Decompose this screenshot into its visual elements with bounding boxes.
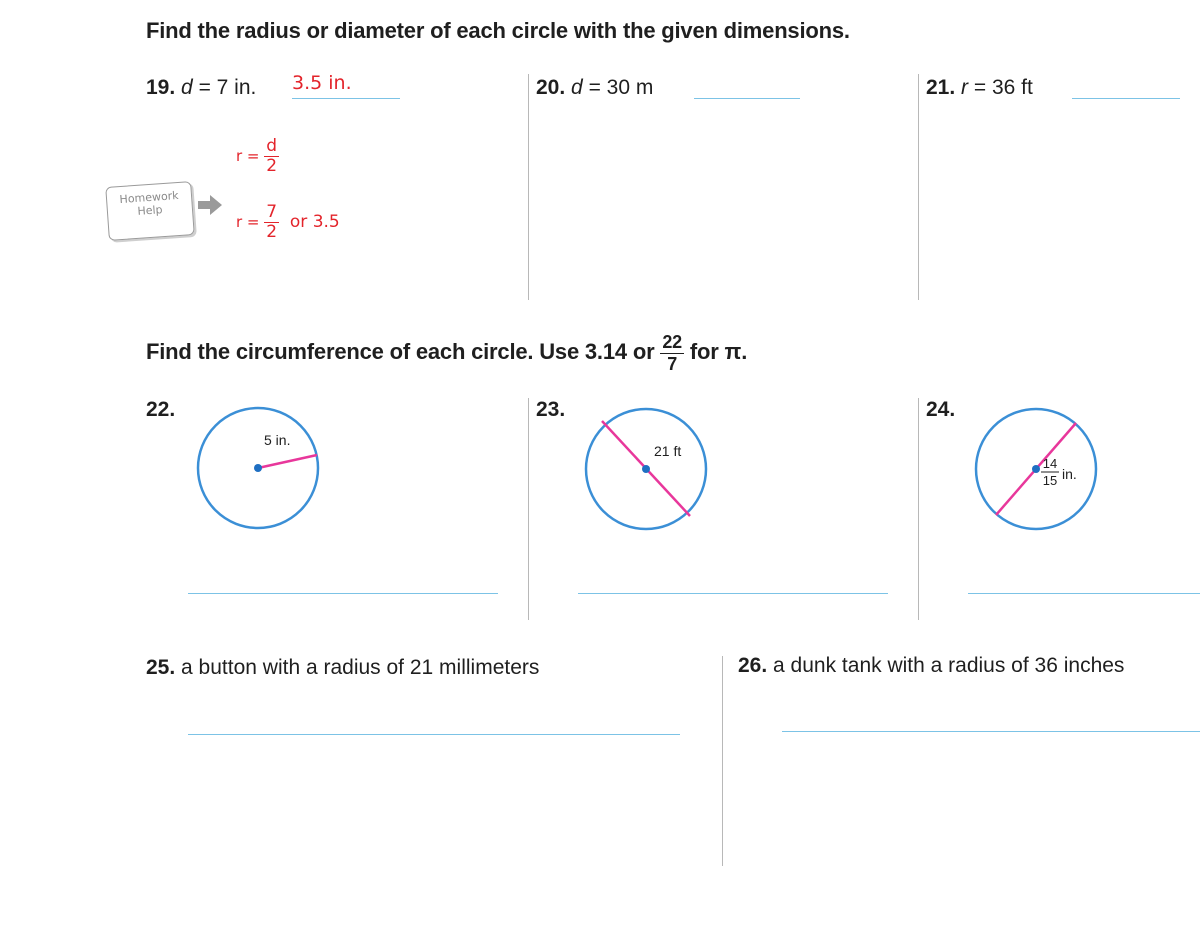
work-line-1 xyxy=(236,138,279,175)
answer-blank-19[interactable] xyxy=(292,98,400,99)
center-point xyxy=(1032,465,1040,473)
problem-number: 19. xyxy=(146,76,176,99)
problem-expression: = 7 in. xyxy=(192,76,257,99)
problem-20 xyxy=(536,76,653,100)
center-point xyxy=(642,465,650,473)
answer-blank-21[interactable] xyxy=(1072,98,1180,99)
work-prefix: r = xyxy=(236,213,260,231)
homework-help-badge[interactable] xyxy=(105,181,195,241)
heading-text: Find the circumference of each circle. Use 3.14 or xyxy=(146,339,655,364)
problem-22-number: 22. xyxy=(146,398,176,421)
work-fraction: $\frac{7}{2}$ xyxy=(266,202,278,242)
radius-segment xyxy=(258,455,317,468)
section-heading-radius-diameter: Find the radius or diameter of each circle with the given dimensions. xyxy=(146,18,850,43)
problem-24-number: 24. xyxy=(926,398,956,421)
work-prefix: r = xyxy=(236,147,260,165)
circle-diagram-24 xyxy=(970,404,1110,544)
column-divider xyxy=(528,398,529,620)
answer-blank-20[interactable] xyxy=(694,98,800,99)
radius-label: 5 in. xyxy=(264,432,291,448)
circle-diagram-22 xyxy=(190,398,330,543)
problem-23-number: 23. xyxy=(536,398,566,421)
answer-blank-22[interactable] xyxy=(188,593,498,594)
problem-text: a button with a radius of 21 millimeters xyxy=(181,656,540,679)
column-divider xyxy=(528,74,529,300)
problem-expression: = 36 ft xyxy=(968,76,1033,99)
answer-blank-26[interactable] xyxy=(782,731,1200,732)
problem-25 xyxy=(146,656,539,680)
answer-blank-23[interactable] xyxy=(578,593,888,594)
problem-26 xyxy=(738,654,1124,678)
problem-variable: d xyxy=(571,76,583,99)
problem-number: 26. xyxy=(738,654,768,677)
problem-text: a dunk tank with a radius of 36 inches xyxy=(773,654,1125,677)
column-divider xyxy=(918,398,919,620)
homework-help-label: Homework xyxy=(119,188,179,207)
diameter-label-unit: in. xyxy=(1062,466,1077,482)
work-line-2 xyxy=(236,204,340,241)
work-fraction: $\frac{d}{2}$ xyxy=(266,136,278,176)
problem-21 xyxy=(926,76,1033,100)
diameter-label-numerator: 14 xyxy=(1042,456,1058,471)
pi-fraction: $\frac{22}{7}$ xyxy=(662,331,682,374)
problem-variable: r xyxy=(961,76,969,99)
diameter-label-denominator: 15 xyxy=(1042,473,1058,488)
column-divider xyxy=(918,74,919,300)
circle-diagram-23 xyxy=(580,404,720,544)
problem-19 xyxy=(146,76,256,100)
heading-text: for π. xyxy=(689,339,748,364)
section-heading-circumference xyxy=(146,328,747,376)
answer-19-handwritten: 3.5 in. xyxy=(292,72,352,94)
answer-blank-25[interactable] xyxy=(188,734,680,735)
problem-expression: = 30 m xyxy=(582,76,654,99)
work-result: or 3.5 xyxy=(289,212,340,232)
diameter-label: 21 ft xyxy=(654,443,682,459)
answer-blank-24[interactable] xyxy=(968,593,1200,594)
problem-number: 25. xyxy=(146,656,176,679)
arrow-right-icon xyxy=(196,193,224,217)
problem-number: 21. xyxy=(926,76,956,99)
column-divider xyxy=(722,656,723,866)
homework-help-label: Help xyxy=(136,203,163,218)
problem-number: 20. xyxy=(536,76,566,99)
problem-variable: d xyxy=(181,76,193,99)
center-point xyxy=(254,464,262,472)
